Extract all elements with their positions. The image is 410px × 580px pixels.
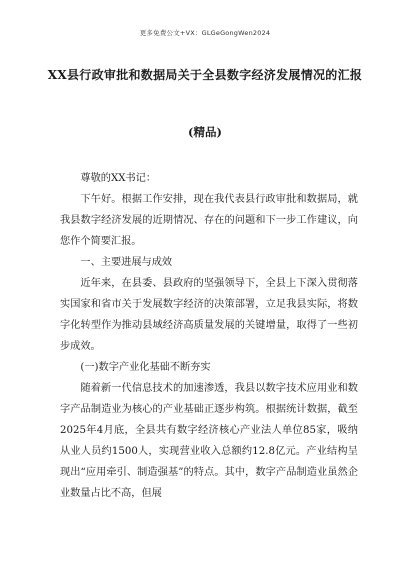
header-note: 更多免费公文+VX：GLGeGongWen2024 [139, 29, 271, 37]
salutation: 尊敬的XX书记： [80, 173, 157, 184]
section-heading-progress: 一、主要进展与成效 [80, 257, 173, 268]
paragraph-overview: 近年来，在县委、县政府的坚强领导下，全县上下深入贯彻落实国家和省市关于发展数字经济的决策部署，立足我县实际，将数字化转型作为推动县域经济高质量发展的关键增量，取得了一些初步成效。 [60, 278, 358, 352]
subsection-heading-digital-industry: (一)数字产业化基础不断夯实 [80, 362, 211, 373]
paragraph-digital-industry: 随着新一代信息技术的加速渗透，我县以数字技术应用业和数字产品制造业为核心的产业基础正逐步构筑。根据统计数据，截至2025年4月底，全县共有数字经济核心产业法人单位85家，吸纳从业人员约1500人，实现营业收入总额约12.8亿元。产业结构呈现出“应用牵引、制造强基”的特点。其中，数字产品制造业虽然企业数量占比不高，但展 [60, 383, 358, 499]
paragraph-greeting: 下午好。根据工作安排，现在我代表县行政审批和数据局，就我县数字经济发展的近期情况、存在的问题和下一步工作建议，向您作个简要汇报。 [60, 194, 358, 247]
document-title: XX县行政审批和数据局关于全县数字经济发展情况的汇报 [47, 68, 363, 82]
document-subtitle: (精品) [188, 125, 222, 139]
document-body [60, 168, 358, 504]
